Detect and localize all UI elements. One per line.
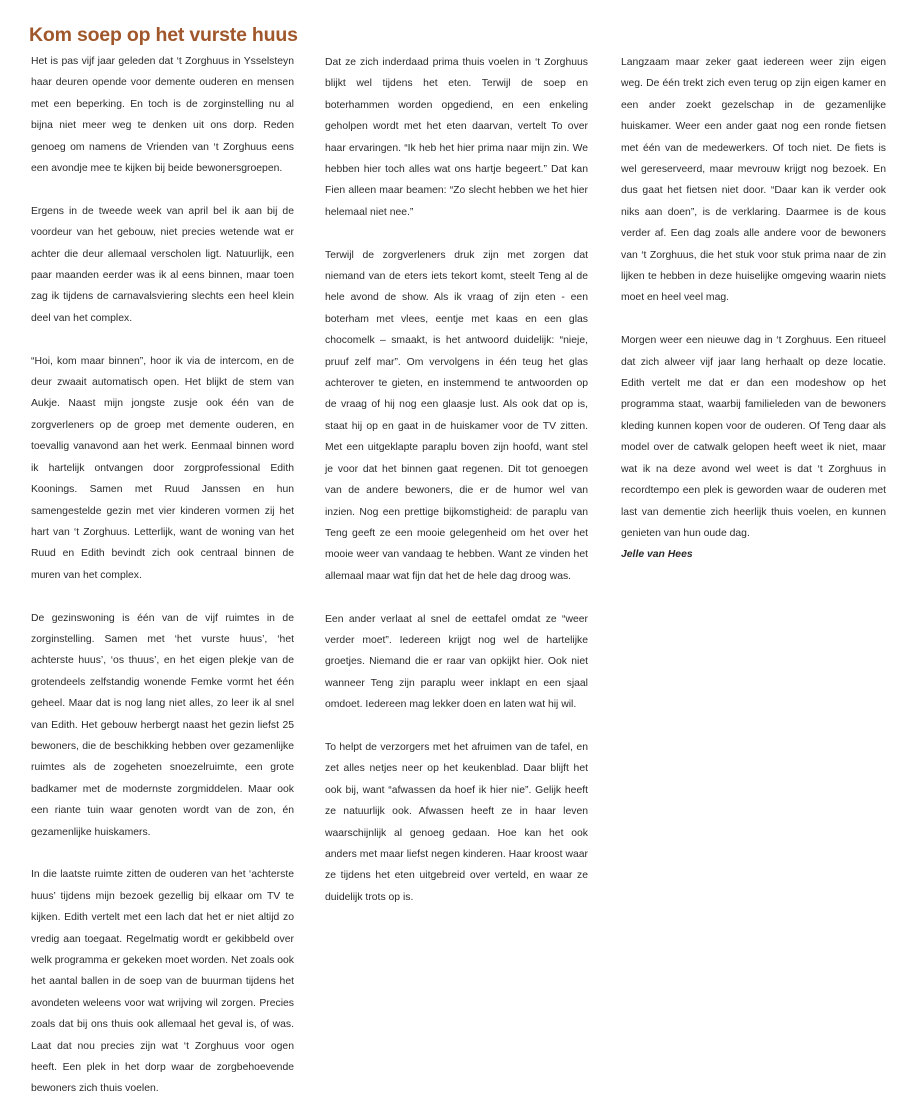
paragraph: Terwijl de zorgverleners druk zijn met zorgen dat niemand van de eters iets tekort komt, steelt Teng al de hele avond de show. Als ik vraag of zijn eten - een boterham met vlees, eentje met kaas en een glas chocomelk – smaakt, is het antwoord duidelijk: “nieje, pruuf zelf mar”. Om vervolgens in één teug het glas achterover te gieten, en instemmend te antwoorden op de vraag of hij nog een glaasje lust. Als ook dat op is, staat hij op en gaat in de huiskamer voor de TV zitten. Met een uitgeklapte paraplu boven zijn hoofd, want stel je voor dat het binnen gaat regenen. Dit tot genoegen van de andere bewoners, die er de humor wel van inzien. Nog een prettige bijkomstigheid: de paraplu van Teng geeft ze een mooie gelegenheid om het over het mooie weer van vandaag te hebben. Want ze vinden het allemaal maar wat fijn dat het de hele dag droog was.	[325, 249, 588, 582]
paragraph: Een ander verlaat al snel de eettafel omdat ze “weer verder moet”. Iedereen krijgt nog wel de hartelijke groetjes. Niemand die er raar van opkijkt hier. Ook niet wanneer Teng zijn paraplu weer inklapt en een sjaal omdoet. Iedereen mag lekker doen en laten wat hij wil.	[325, 613, 588, 711]
article-column-1	[31, 51, 294, 1100]
paragraph: To helpt de verzorgers met het afruimen van de tafel, en zet alles netjes neer op het keukenblad. Daar blijft het ook bij, want “afwassen da hoef ik hier nie”. Gelijk heeft ze natuurlijk ook. Afwassen heeft ze in haar leven waarschijnlijk al genoeg gedaan. Hoe kan het ook anders met maar liefst negen kinderen. Haar kroost waar ze tijdens het eten uitgebreid over verteld, en waar ze duidelijk trots op is.	[325, 741, 588, 903]
article-column-3	[621, 52, 886, 566]
author-signature: Jelle van Hees	[621, 549, 693, 561]
paragraph: Dat ze zich inderdaad prima thuis voelen in ‘t Zorghuus blijkt wel tijdens het eten. Terwijl de soep en boterhammen worden opgediend, en een enkeling geholpen wordt met het eten daarvan, vertelt To over haar ervaringen. “Ik heb het hier prima naar mijn zin. We hebben hier toch alles wat ons hartje begeert.” Dat kan Fien alleen maar beamen: “Zo slecht hebben we het hier helemaal niet nee.”	[325, 57, 588, 218]
paragraph: In die laatste ruimte zitten de ouderen van het ‘achterste huus’ tijdens mijn bezoek gezellig bij elkaar om TV te kijken. Edith vertelt met een lach dat het er niet altijd zo vredig aan toegaat. Regelmatig wordt er gekibbeld over welk programma er gekeken moet worden. Net zoals ook het aantal ballen in de soep van de buurman tijdens het avondeten weleens voor wat wrijving wil zorgen. Precies zoals dat bij ons thuis ook allemaal het geval is, of was. Laat dat nou precies zijn wat ‘t Zorghuus voor ogen heeft. Een plek in het dorp waar de zorgbehoevende bewoners zich thuis voelen.	[31, 869, 294, 1095]
article-column-2	[325, 52, 588, 908]
paragraph: Morgen weer een nieuwe dag in ‘t Zorghuus. Een ritueel dat zich alweer vijf jaar lang herhaalt op deze locatie. Edith vertelt me dat er dan een modeshow op het programma staat, waarbij familieleden van de bewoners kleding kunnen kopen voor de ouderen. Of Teng daar als model over de catwalk gelopen heeft weet ik niet, maar wat ik na deze avond wel weet is dat ‘t Zorghuus in recordtempo een plek is geworden waar de ouderen met last van dementie zich heerlijk thuis voelen, en kunnen genieten van hun oude dag.	[621, 335, 886, 539]
article-title: Kom soep op het vurste huus	[29, 24, 298, 46]
paragraph: Het is pas vijf jaar geleden dat ‘t Zorghuus in Ysselsteyn haar deuren opende voor demente ouderen en mensen met een beperking. En toch is de zorginstelling nu al bijna niet meer weg te denken uit ons dorp. Reden genoeg om namens de Vrienden van ‘t Zorghuus eens een avondje mee te kijken bij beide bewonersgroepen.	[31, 56, 294, 175]
paragraph: Langzaam maar zeker gaat iedereen weer zijn eigen weg. De één trekt zich even terug op zijn eigen kamer en een ander zoekt gezelschap in de gezamenlijke huiskamer. Weer een ander gaat nog een ronde fietsen met één van de medewerkers. Of toch niet. De fiets is wel gereserveerd, maar mevrouw krijgt nog bezoek. En dus gaat het fietsen niet door. “Daar kan ik verder ook niks aan doen”, is de verklaring. Daarmee is de kous verder af. Een dag zoals alle andere voor de bewoners van ‘t Zorghuus, die het stuk voor stuk prima naar de zin lijken te hebben in deze huiselijke omgeving waarin niets moet en heel veel mag.	[621, 57, 886, 304]
paragraph: Ergens in de tweede week van april bel ik aan bij de voordeur van het gebouw, niet precies wetende wat er achter die deur allemaal verscholen ligt. Natuurlijk, een paar maanden eerder was ik al eens binnen, maar toen zag ik tijdens de carnavalsviering slechts een heel klein deel van het complex.	[31, 205, 294, 324]
paragraph: “Hoi, kom maar binnen”, hoor ik via de intercom, en de deur zwaait automatisch open. Het blijkt de stem van Aukje. Naast mijn jongste zusje ook één van de zorgverleners op de groep met demente ouderen, en toevallig vanavond aan het werk. Eenmaal binnen word ik hartelijk ontvangen door zorgprofessional Edith Koonings. Samen met Ruud Janssen en hun samengestelde gezin met vier kinderen vormen zij het hart van ‘t Zorghuus. Letterlijk, want de woning van het Ruud en Edith bevindt zich ook centraal binnen de muren van het complex.	[31, 355, 294, 581]
paragraph: De gezinswoning is één van de vijf ruimtes in de zorginstelling. Samen met ‘het vurste huus’, ‘het achterste huus’, ‘os thuus’, en het eigen plekje van de grotendeels zelfstandig wonende Femke vormt het één geheel. Maar dat is nog lang niet alles, zo leer ik al snel van Edith. Het gebouw herbergt naast het gezin liefst 25 bewoners, die de beschikking hebben over gezamenlijke ruimtes als de zogeheten snoezelruimte, een grote badkamer met de modernste zorgmiddelen. Maar ook een riante tuin waar genoten wordt van de zon, én gezamenlijke huiskamers.	[31, 612, 294, 838]
